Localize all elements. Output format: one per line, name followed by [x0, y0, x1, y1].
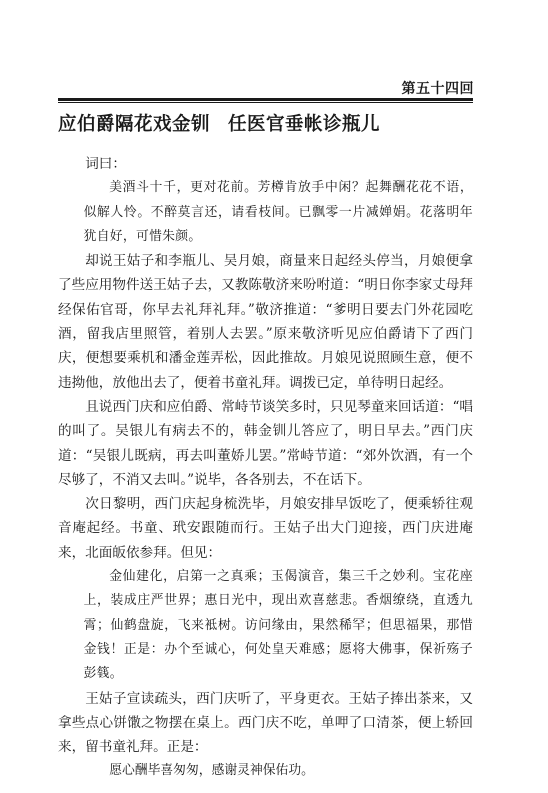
verse-2: 金仙建化，启第一之真乘；玉偈演音，集三千之妙利。宝花座上，装成庄严世界；惠日光中，现出欢喜慈悲。香烟缭绕，直透九霄；仙鹤盘旋，飞来袛树。访问缘由，果然稀罕；但思福果，那惜金钱！正是：办个至诚心，何处皇天难感；愿将大佛事，保祈殇子彭篯。 — [83, 569, 473, 682]
body-text — [58, 152, 473, 784]
paragraph-1: 却说王姑子和李瓶儿、吴月娘，商量来日起经头停当，月娘便拿了些应用物件送王姑子去，又教陈敬济来吩咐道：“明日你李家丈母拜经保佑官哥，你早去礼拜礼拜。”敬济推道：“爹明日要去门外花园吃酒，留我店里照管，着别人去罢。”原来敬济听见应伯爵请下了西门庆，便想要乘机和潘金莲弄松，因此推故。月娘见说照顾生意，便不违拗他，放他出去了，便着书童礼拜。调拨已定，单待明日起经。 — [58, 253, 473, 391]
chapter-title — [58, 110, 488, 136]
paragraph-3: 次日黎明，西门庆起身梳洗毕，月娘安排早饭吃了，便乘轿往观音庵起经。书童、玳安跟随而行。王姑子出大门迎接，西门庆进庵来，北面皈依参拜。但见： — [58, 496, 473, 561]
chapter-title-left: 应伯爵隔花戏金钏 — [58, 114, 211, 135]
closing-verse: 愿心酬毕喜匆匆，感谢灵神保佑功。 — [109, 763, 314, 779]
paragraph-2: 且说西门庆和应伯爵、常峙节谈笑多时，只见琴童来回话道：“唱的叫了。吴银儿有病去不的，韩金钏儿答应了，明日早去。”西门庆道：“吴银儿既病，再去叫董娇儿罢。”常峙节道：“郊外饮酒，有一个尽够了，不消又去叫。”说毕，各各别去，不在话下。 — [58, 398, 473, 488]
paragraph-4: 王姑子宣读疏头，西门庆听了，平身更衣。王姑子捧出茶来，又拿些点心饼馓之物摆在桌上。西门庆不吃，单呷了口清茶，便上轿回来，留书童礼拜。正是： — [58, 690, 473, 756]
chapter-title-right: 任医官垂帐诊瓶儿 — [228, 114, 381, 135]
chapter-number: 第五十四回 — [401, 81, 474, 97]
ci-label: 词曰： — [85, 156, 126, 172]
header-rule-thick — [58, 98, 473, 101]
header-rule-thin — [58, 102, 473, 103]
ci-poem: 美酒斗十千，更对花前。芳樽肯放手中闲？起舞酬花花不语，似解人怜。不醉莫言还，请看枝间。已飘零一片减婵娟。花落明年犹自好，可惜朱颜。 — [83, 180, 473, 244]
